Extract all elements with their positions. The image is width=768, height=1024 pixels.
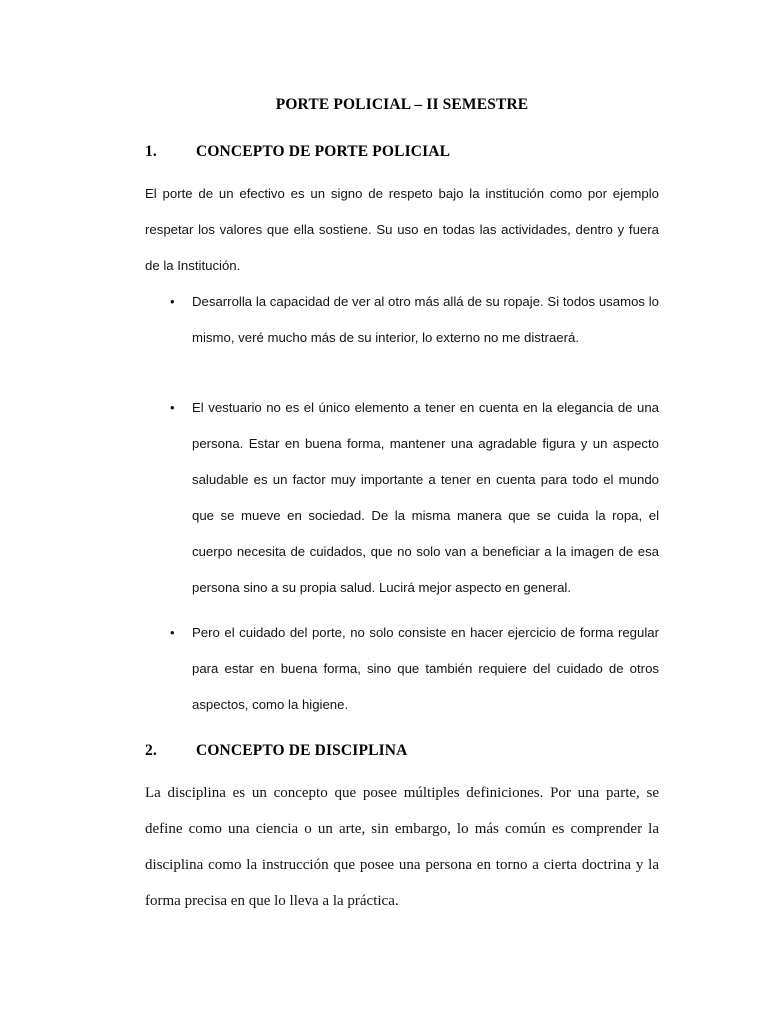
section-heading-2	[145, 741, 659, 761]
document-content	[145, 96, 659, 919]
list-item	[145, 615, 659, 723]
section-title-2: CONCEPTO DE DISCIPLINA	[196, 742, 408, 759]
section-title-1: CONCEPTO DE PORTE POLICIAL	[196, 143, 451, 160]
bullet-icon: •	[170, 400, 175, 415]
list-item-text: El vestuario no es el único elemento a tener en cuenta en la elegancia de una persona. Estar en buena forma, mantener una agradable figura y un aspecto saludable es un factor muy importante a tener en cuenta para todo el mundo que se mueve en sociedad. De la misma manera que se cuida la ropa, el cuerpo necesita de cuidados, que no solo van a beneficiar a la imagen de esa persona sino a su propia salud. Lucirá mejor aspecto en general.	[192, 400, 659, 595]
list-item	[145, 284, 659, 356]
section-number-1: 1.	[145, 143, 157, 160]
section-heading-1	[145, 142, 659, 162]
bullet-icon: •	[170, 625, 175, 640]
document-title: PORTE POLICIAL – II SEMESTRE	[275, 96, 529, 113]
list-item-text: Desarrolla la capacidad de ver al otro más allá de su ropaje. Si todos usamos lo mismo, veré mucho más de su interior, lo externo no me distraerá.	[192, 294, 659, 345]
bullet-icon: •	[170, 294, 175, 309]
section-1-bullet-list	[145, 284, 659, 723]
section-number-2: 2.	[145, 742, 157, 759]
list-item-text: Pero el cuidado del porte, no solo consiste en hacer ejercicio de forma regular para estar en buena forma, sino que también requiere del cuidado de otros aspectos, como la higiene.	[192, 625, 659, 712]
section-2-paragraph: La disciplina es un concepto que posee múltiples definiciones. Por una parte, se define como una ciencia o un arte, sin embargo, lo más común es comprender la disciplina como la instrucción que posee una persona en torno a cierta doctrina y la forma precisa en que lo lleva a la práctica.	[145, 785, 659, 909]
section-1-paragraph: El porte de un efectivo es un signo de respeto bajo la institución como por ejemplo respetar los valores que ella sostiene. Su uso en todas las actividades, dentro y fuera de la Institución.	[145, 186, 659, 273]
list-item	[145, 390, 659, 606]
